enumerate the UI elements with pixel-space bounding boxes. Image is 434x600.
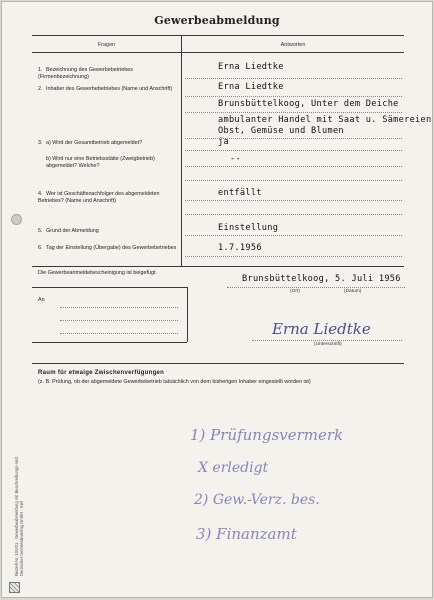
- question-3b: b) Wird nur eine Betriebsstätte (Zweigbetrieb) abgemeldet? Welche?: [46, 156, 155, 169]
- remarks-title: Raum für etwaige Zwischenverfügungen: [38, 370, 165, 376]
- address-line: [60, 333, 178, 334]
- signature-line: [252, 340, 402, 341]
- answer-line: [185, 166, 402, 167]
- answer-6: 1.7.1956: [218, 243, 262, 253]
- address-line: [60, 307, 178, 308]
- table-bottom-border: [32, 266, 404, 267]
- form-title: Gewerbeabmeldung: [154, 14, 280, 27]
- side-print: [6, 380, 28, 576]
- answer-3b: --: [230, 154, 241, 164]
- question-2: 2. Inhaber des Gewerbebetriebes (Name und Anschrift): [38, 86, 173, 92]
- answer-2: Erna Liedtke: [218, 82, 284, 92]
- answer-line: [185, 256, 402, 257]
- answer-line: [185, 214, 402, 215]
- signature-caption: (Unterschrift): [314, 342, 342, 347]
- questions-header: Fragen: [97, 42, 116, 48]
- answer-line: [185, 112, 402, 113]
- side-print-line-1: Bestell-Nr. 100/01 · Gewerbeabmeldung mit Beschreibungs-Verl.: [14, 455, 19, 576]
- side-print-line-2: Deutscher Gemeindeverlag GmbH · Kiel: [19, 501, 24, 576]
- answer-line: [185, 180, 402, 181]
- question-6: 6. Tag der Einstellung (Übergabe) des Gewerbebetriebes: [38, 245, 177, 251]
- question-4: 4. Wer ist Geschäftsnachfolger des abgemeldeten Betriebes? (Name und Anschrift): [38, 191, 160, 204]
- place-date-line: [227, 287, 405, 288]
- pencil-note-4: 3) Finanzamt: [196, 525, 297, 543]
- signature: Erna Liedtke: [272, 320, 371, 338]
- answer-1: Erna Liedtke: [218, 62, 284, 72]
- answer-5: Einstellung: [218, 223, 279, 233]
- answer-2-trade-cont: Obst, Gemüse und Blumen: [218, 126, 344, 136]
- remarks-divider: [32, 363, 404, 364]
- table-top-border: [32, 35, 404, 36]
- answer-line: [185, 150, 402, 151]
- answer-line: [185, 96, 402, 97]
- place-date: Brunsbüttelkoog, 5. Juli 1956: [242, 274, 401, 284]
- column-divider: [181, 35, 182, 266]
- place-caption: (Ort): [290, 289, 300, 294]
- pencil-note-2: X erledigt: [198, 460, 269, 476]
- answer-2-trade: ambulanter Handel mit Saat u. Sämereien: [218, 115, 432, 125]
- answer-line: [185, 78, 402, 79]
- question-3a: 3. a) Wird der Gesamtbetrieb abgemeldet?: [38, 140, 143, 146]
- address-label: An: [38, 297, 45, 303]
- pencil-note-1: 1) Prüfungsvermerk: [190, 426, 344, 444]
- form-page: [1, 1, 433, 598]
- answer-line: [185, 235, 402, 236]
- enclosure-note: Die Gewerbeanmeldebescheinigung ist beigefügt.: [38, 270, 157, 276]
- address-line: [60, 320, 178, 321]
- answer-3a: ja: [218, 137, 229, 147]
- address-box-right: [187, 287, 188, 342]
- answer-4: entfällt: [218, 188, 262, 198]
- question-1: 1. Bezeichnung des Gewerbebetriebes (Firmenbezeichnung): [38, 67, 133, 80]
- pencil-note-3: 2) Gew.-Verz. bes.: [194, 492, 320, 508]
- answer-line: [185, 200, 402, 201]
- answers-header: Antworten: [280, 42, 306, 48]
- answer-2-address: Brunsbüttelkoog, Unter dem Deiche: [218, 99, 399, 109]
- remarks-subtitle: (z. B. Prüfung, ob der abgemeldete Gewerbebetrieb tatsächlich von dem bisherigen Inhaber eingestellt worden ist): [38, 379, 311, 385]
- question-5: 5. Grund der Abmeldung: [38, 228, 99, 234]
- publisher-logo-icon: [9, 582, 20, 593]
- header-bottom-border: [32, 52, 404, 53]
- date-caption: (Datum): [344, 289, 362, 294]
- address-box-bottom: [32, 342, 187, 343]
- address-box-top: [32, 287, 187, 288]
- punch-hole: [11, 214, 22, 225]
